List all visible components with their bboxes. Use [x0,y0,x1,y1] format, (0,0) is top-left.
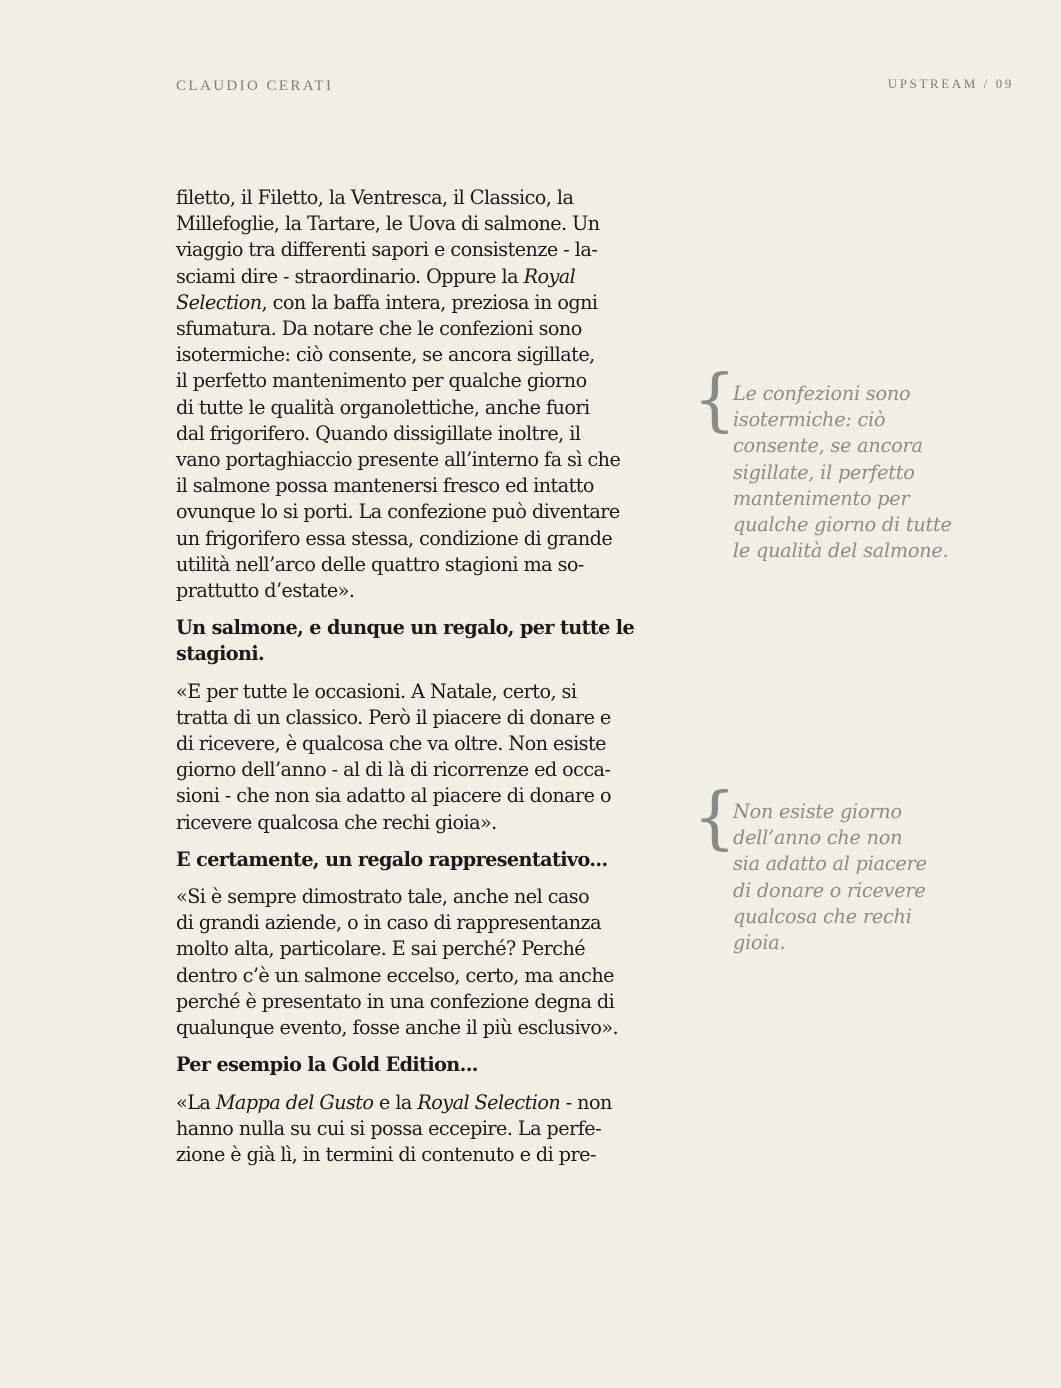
text-line: «Si è sempre dimostrato tale, anche nel caso [176,885,590,909]
text-line: di tutte le qualità organolettiche, anche fuori [176,395,590,419]
text-run: , con la baffa intera, preziosa in ogni [261,290,598,314]
running-head-author: CLAUDIO CERATI [176,78,334,94]
text-line: Le confezioni sono [733,382,911,405]
text-line: il salmone possa mantenersi fresco ed intatto [176,474,594,498]
text-line [176,264,646,290]
text-run: e la [373,1090,418,1114]
text-line: qualcosa che rechi [733,904,912,928]
interview-question [176,615,646,667]
text-line: zione è già lì, in termini di contenuto e di pre- [176,1142,596,1166]
text-line: Un salmone, e dunque un regalo, per tutte le [176,616,635,640]
text-line: il perfetto mantenimento per qualche giorno [176,369,587,393]
text-line: dentro c’è un salmone eccelso, certo, ma anche [176,963,614,987]
text-line: sia adatto al piacere [733,852,927,876]
text-line: filetto, il Filetto, la Ventresca, il Classico, la [176,186,574,209]
product-name: Selection [176,290,262,314]
article-body [176,185,646,1179]
text-line [176,1090,646,1116]
text-line: gioia. [733,931,786,955]
body-paragraph [176,884,646,1041]
text-line: viaggio tra differenti sapori e consistenze - la- [176,238,598,262]
product-name: Royal [523,264,576,288]
interview-question [176,1052,646,1078]
text-line: isotermiche: ciò consente, se ancora sigillate, [176,343,595,367]
product-name: Royal Selection [417,1090,561,1114]
text-line: isotermiche: ciò [733,408,886,432]
text-run: sciami dire - straordinario. Oppure la [176,264,524,288]
text-line: di ricevere, è qualcosa che va oltre. Non esiste [176,732,606,756]
text-line: dal frigorifero. Quando dissigillate inoltre, il [176,421,581,445]
curly-brace-icon: { [693,779,737,858]
text-line: «E per tutte le occasioni. A Natale, certo, si [176,679,577,703]
body-paragraph [176,185,646,604]
text-line: di donare o ricevere [733,878,926,902]
text-line: sigillate, il perfetto [733,460,915,484]
running-head-page-number: UPSTREAM / 09 [887,76,1014,91]
body-paragraph [176,679,646,836]
text-line: Non esiste giorno [733,800,902,823]
text-line: utilità nell’arco delle quattro stagioni ma so- [176,552,584,576]
text-line: molto alta, particolare. E sai perché? Perché [176,937,586,961]
interview-question [176,847,646,873]
text-line: vano portaghiaccio presente all’interno fa sì che [176,448,621,472]
text-line: ovunque lo si porti. La confezione può diventare [176,500,620,524]
text-run: «La [176,1090,216,1114]
curly-brace-icon: { [693,361,737,440]
text-line: ricevere qualcosa che rechi gioia». [176,810,497,834]
text-line: sioni - che non sia adatto al piacere di donare o [176,784,612,808]
text-line: tratta di un classico. Però il piacere di donare e [176,705,611,729]
text-line: qualunque evento, fosse anche il più esclusivo». [176,1016,619,1040]
text-line: consente, se ancora [733,434,923,458]
product-name: Mappa del Gusto [215,1090,374,1114]
text-line: Per esempio la Gold Edition... [176,1053,478,1077]
text-line: le qualità del salmone. [733,539,949,563]
text-run: - non [560,1090,612,1114]
text-line: dell’anno che non [733,826,903,850]
text-line: Millefoglie, la Tartare, le Uova di salmone. Un [176,212,600,236]
text-line: mantenimento per [733,486,910,510]
body-paragraph [176,1090,646,1169]
text-line: un frigorifero essa stessa, condizione di grande [176,526,613,550]
pull-quote-text [733,381,993,564]
text-line: sfumatura. Da notare che le confezioni sono [176,317,582,341]
text-line: qualche giorno di tutte [733,513,952,537]
text-line: prattutto d’estate». [176,579,355,603]
text-line: perché è presentato in una confezione degna di [176,989,615,1013]
text-line: E certamente, un regalo rappresentativo... [176,847,608,871]
text-line: hanno nulla su cui si possa eccepire. La perfe- [176,1116,602,1140]
pull-quote-text [733,799,993,956]
text-line: stagioni. [176,642,265,666]
text-line: di grandi aziende, o in caso di rappresentanza [176,911,601,935]
text-line [176,290,646,316]
text-line: giorno dell’anno - al di là di ricorrenze ed occa- [176,758,611,782]
